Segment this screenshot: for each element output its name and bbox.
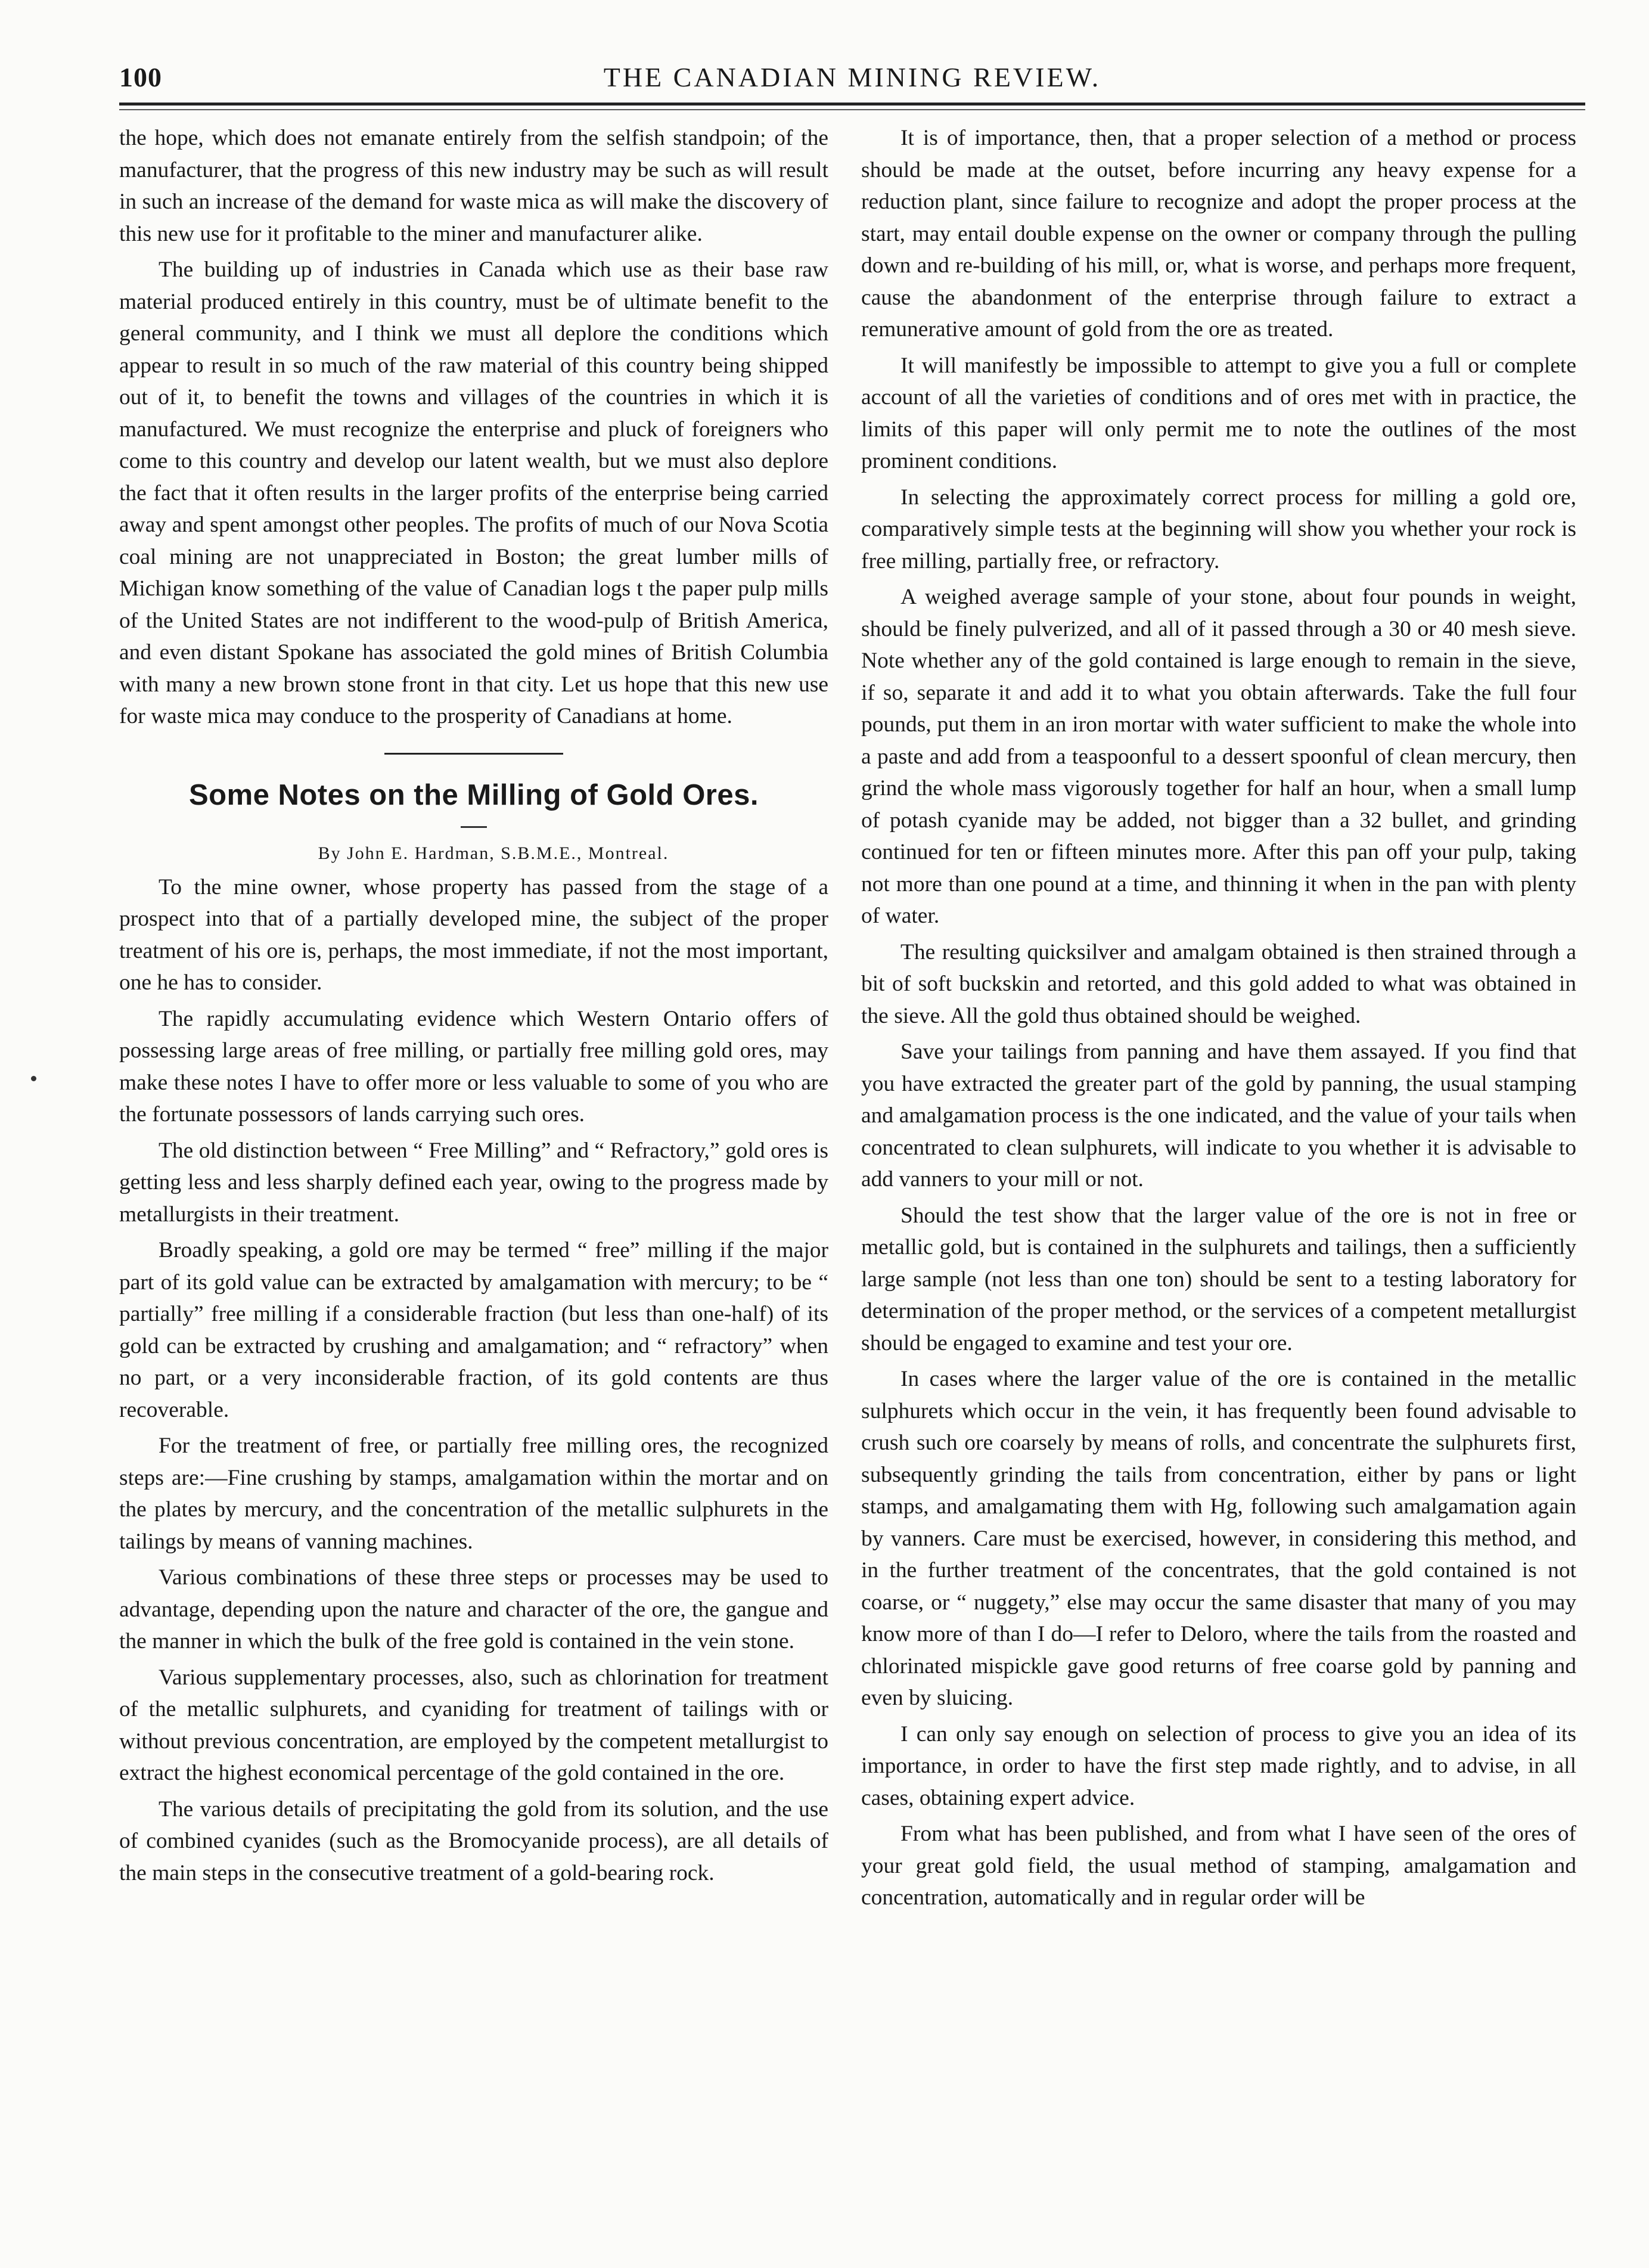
paragraph: It is of importance, then, that a proper selection of a method or process should be made at the outset, before incurring any heavy expense for a reduction plant, since failure to recognize and adopt the proper process at the start, may entail double expense on the owner or company through the pulling down and re-building of his mill, or, what is worse, and perhaps more frequent, cause the abandonment of the enterprise through failure to extract a remunerative amount of gold from the ore as treated. bbox=[861, 126, 1576, 342]
paragraph: the hope, which does not emanate entirely from the selfish standpoin; of the manufacturer, that the progress of this new industry may be such as will result in such an increase of the demand for waste mica as will make the discovery of this new use for it profitable to the miner and manufacturer alike. bbox=[119, 126, 828, 246]
paragraph: Broadly speaking, a gold ore may be termed “ free” milling if the major part of its gold value can be extracted by amalgamation with mercury; to be “ partially” free milling if a considerable fraction (but less than one-half) of its gold can be extracted by crushing and amalgamation; and “ refractory” when no part, or a very inconsiderable fraction, of its gold contents are thus recoverable. bbox=[119, 1238, 828, 1422]
running-title: THE CANADIAN MINING REVIEW. bbox=[603, 62, 1101, 92]
page-header bbox=[119, 57, 1585, 104]
paragraph: The building up of industries in Canada which use as their base raw material produced entirely in this country, must be of ultimate benefit to the general community, and I think we must all deplore the conditions which appear to result in so much of the raw material of this country being shipped out of it, to benefit the towns and villages of the countries in which it is manufactured. We must recognize the enterprise and pluck of foreigners who come to this country and develop our latent wealth, but we must also deplore the fact that it often results in the larger profits of the enterprise being carried away and spent amongst other peoples. The profits of much of our Nova Scotia coal mining are not unappreciated in Boston; the great lumber mills of Michigan know something of the value of Canadian logs t the paper pulp mills of the United States are not indifferent to the wood-pulp of British America, and even distant Spokane has associated the gold mines of British Columbia with many a new brown stone front in that city. Let us hope that this new use for waste mica may conduce to the prosperity of Canadians at home. bbox=[119, 257, 828, 728]
paragraph: It will manifestly be impossible to attempt to give you a full or complete account of all the varieties of conditions and of ores met with in practice, the limits of this paper will only permit me to note the outlines of the most prominent conditions. bbox=[861, 353, 1576, 473]
paragraph: Various supplementary processes, also, such as chlorination for treatment of the metallic sulphurets, and cyaniding for treatment of tailings with or without previous concentration, are employed by the competent metallurgist to extract the highest economical percentage of the gold contained in the ore. bbox=[119, 1665, 828, 1785]
paragraph: Various combinations of these three steps or processes may be used to advantage, depending upon the nature and character of the ore, the gangue and the manner in which the bulk of the free gold is contained in the vein stone. bbox=[119, 1565, 828, 1653]
margin-dot bbox=[31, 1076, 36, 1081]
header-rule bbox=[119, 103, 1585, 106]
header-rule-thin bbox=[119, 109, 1585, 110]
paragraph: The various details of precipitating the gold from its solution, and the use of combined cyanides (such as the Bromocyanide process), are all details of the main steps in the consecutive treatment of a gold-bearing rock. bbox=[119, 1797, 828, 1885]
paragraph: In cases where the larger value of the ore is contained in the metallic sulphurets which occur in the vein, it has frequently been found advisable to crush such ore coarsely by means of rolls, and concentrate the sulphurets first, subsequently grinding the tails from concentration, either by pans or light stamps, and amalgamating them with Hg, following such amalgamation again by vanners. Care must be exercised, however, in considering this method, and in the further treatment of the concentrates, that the gold contained is not coarse, or “ nuggety,” else may occur the same disaster that many of you may know more of than I do—I refer to Deloro, where the tails from the roasted and chlorinated mispickle gave good returns of free coarse gold by panning and even by sluicing. bbox=[861, 1367, 1576, 1710]
paragraph: The rapidly accumulating evidence which Western Ontario offers of possessing large areas of free milling, or partially free milling gold ores, may make these notes I have to offer more or less valuable to some of you who are the fortunate possessors of lands carrying such ores. bbox=[119, 1006, 828, 1127]
paragraph: The resulting quicksilver and amalgam obtained is then strained through a bit of soft buckskin and retorted, and this gold added to what was obtained in the sieve. All the gold thus obtained should be weighed. bbox=[861, 939, 1576, 1028]
paragraph: Should the test show that the larger value of the ore is not in free or metallic gold, but is contained in the sulphurets and tailings, then a sufficiently large sample (not less than one ton) should be sent to a testing laboratory for determination of the proper method, or the services of a competent metallurgist should be engaged to examine and test your ore. bbox=[861, 1203, 1576, 1355]
right-column bbox=[861, 122, 1576, 1918]
left-column bbox=[119, 122, 828, 1893]
page-number: 100 bbox=[119, 62, 162, 92]
byline: By John E. Hardman, S.B.M.E., Montreal. bbox=[318, 843, 669, 863]
paragraph: I can only say enough on selection of process to give you an idea of its importance, in order to have the first step made rightly, and to advise, in all cases, obtaining expert advice. bbox=[861, 1721, 1576, 1810]
paragraph: The old distinction between “ Free Milling” and “ Refractory,” gold ores is getting less and less sharply defined each year, owing to the progress made by metallurgists in their treatment. bbox=[119, 1138, 828, 1227]
paragraph: From what has been published, and from what I have seen of the ores of your great gold field, the usual method of stamping, amalgamation and concentration, automatically and in regular order will be bbox=[861, 1822, 1576, 1910]
paragraph: For the treatment of free, or partially free milling ores, the recognized steps are:—Fine crushing by stamps, amalgamation within the mortar and on the plates by mercury, and the concentration of the metallic sulphurets in the tailings by means of vanning machines. bbox=[119, 1434, 828, 1554]
title-rule bbox=[461, 826, 487, 828]
paragraph: Save your tailings from panning and have them assayed. If you find that you have extracted the greater part of the gold by panning, the usual stamping and amalgamation process is the one indicated, and the value of your tails when concentrated to clean sulphurets, will indicate to you whether it is advisable to add vanners to your mill or not. bbox=[861, 1040, 1576, 1192]
paragraph: A weighed average sample of your stone, about four pounds in weight, should be finely pulverized, and all of it passed through a 30 or 40 mesh sieve. Note whether any of the gold contained is large enough to remain in the sieve, if so, separate it and add it to what you obtain afterwards. Take the full four pounds, put them in an iron mortar with water sufficient to make the whole into a paste and add from a teaspoonful to a dessert spoonful of clean mercury, then grind the whole mass vigorously together for half an hour, when a small lump of potash cyanide may be added, not bigger than a 32 bullet, and grinding continued for ten or fifteen minutes more. After this pan off your pulp, taking not more than one pound at a time, and thinning it when in the pan with plenty of water. bbox=[861, 585, 1576, 928]
paragraph: In selecting the approximately correct process for milling a gold ore, comparatively simple tests at the beginning will show you whether your rock is free milling, partially free, or refractory. bbox=[861, 485, 1576, 573]
paragraph: To the mine owner, whose property has passed from the stage of a prospect into that of a partially developed mine, the subject of the proper treatment of his ore is, perhaps, the most immediate, if not the most important, one he has to consider. bbox=[119, 874, 828, 995]
article-title: Some Notes on the Milling of Gold Ores. bbox=[188, 778, 759, 811]
section-divider bbox=[384, 753, 563, 755]
